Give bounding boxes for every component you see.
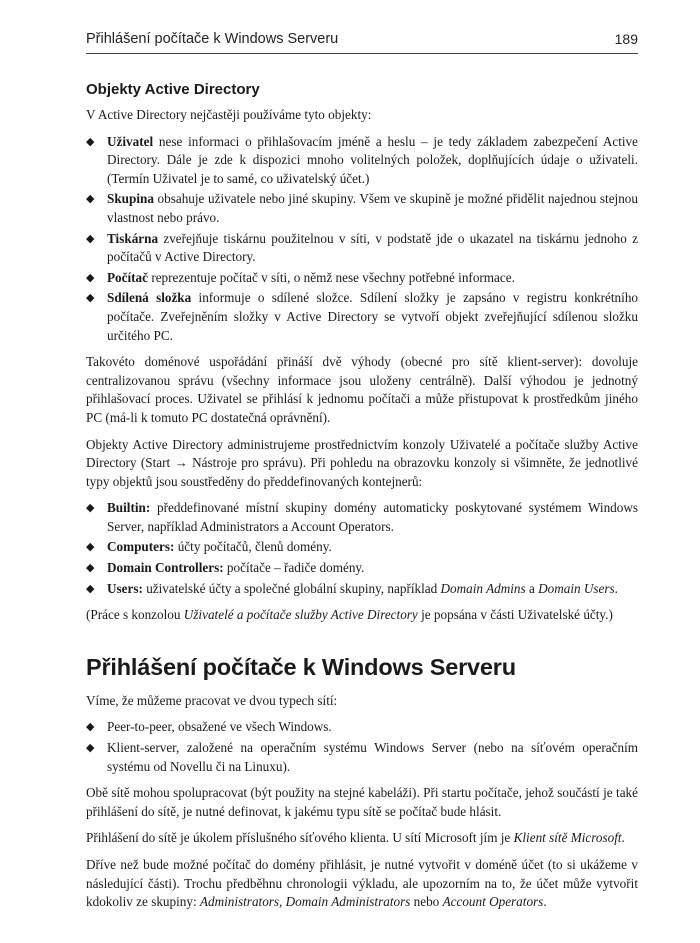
running-header-title: Přihlášení počítače k Windows Serveru xyxy=(86,31,339,47)
list-item xyxy=(86,559,638,578)
item-text: . xyxy=(614,580,618,596)
paragraph-emphasis: Klient sítě Microsoft xyxy=(513,830,622,846)
container-list xyxy=(86,499,638,598)
list-item xyxy=(86,580,638,599)
item-text: obsahuje uživatele nebo jiné skupiny. Všem ve skupině je možné přidělit najednou stejnou vlastnost nebo právo. xyxy=(107,191,638,225)
diamond-bullet-icon: ◆ xyxy=(86,742,95,755)
term: Skupina xyxy=(107,191,154,207)
list-item xyxy=(86,538,638,557)
section-heading-login: Přihlášení počítače k Windows Serveru xyxy=(86,653,516,680)
list-item xyxy=(86,499,638,536)
list-item xyxy=(86,289,638,345)
note-emphasis: Uživatelé a počítače služby Active Directory xyxy=(183,607,418,623)
paragraph-text: Přihlášení do sítě je úkolem příslušného síťového klienta. U sítí Microsoft jím je xyxy=(86,830,514,846)
list-item xyxy=(86,230,638,267)
item-text: reprezentuje počítač v síti, o němž nese všechny potřebné informace. xyxy=(148,269,515,285)
item-text: Peer-to-peer, obsažené ve všech Windows. xyxy=(107,719,332,735)
paragraph-network-types: Víme, že můžeme pracovat ve dvou typech sítí: xyxy=(86,692,338,708)
paragraph-domain-benefits: Takovéto doménové uspořádání přináší dvě výhody (obecné pro sítě klient-server): dovoluje centralizovanou správu (všechny informace jsou uloženy centrálně). Další výhodou je jednotný přihlašovací proces. Uživatel se přihlásí k jednomu počítači a může přistupovat k prostředkům jiného PC (má-li k tomuto PC dostatečná oprávnění). xyxy=(86,354,638,425)
term: Tiskárna xyxy=(107,230,159,246)
list-item xyxy=(86,739,638,776)
diamond-bullet-icon: ◆ xyxy=(86,271,95,284)
diamond-bullet-icon: ◆ xyxy=(86,562,95,575)
list-item xyxy=(86,133,638,189)
term: Domain Controllers: xyxy=(107,560,224,576)
item-text: nese informaci o přihlašovacím jméně a heslu – je tedy základem zabezpečení Active Directory. Dále je zde k dispozici mnoho volitelných položek, doplňujících údaje o uživateli. (Termín Uživatel je to samé, co uživatelský účet.) xyxy=(107,133,638,186)
paragraph-console: Objekty Active Directory administrujeme prostřednictvím konzoly Uživatelé a počítače služby Active Directory (Start → Nástroje pro správu). Při pohledu na obrazovku konzoly si všimněte, že jednotlivé typy objektů jsou soustředěny do předdefinovaných kontejnerů: xyxy=(86,436,638,489)
item-text: a xyxy=(525,580,539,596)
diamond-bullet-icon: ◆ xyxy=(86,721,95,734)
page-number: 189 xyxy=(614,31,638,47)
term: Sdílená složka xyxy=(107,290,192,306)
diamond-bullet-icon: ◆ xyxy=(86,502,95,515)
item-text: informuje o sdílené složce. Sdílení složky je zapsáno v registru konkrétního počítače. Zveřejněním složky v Active Directory se vytvoří objekt zveřejňující sdílenou složku určitého PC. xyxy=(107,290,639,343)
paragraph-text: Dříve než bude možné počítač do domény přihlásit, je nutné vytvořit v doméně účet (to si ukážeme v následující části). Trochu předběhnu chronologii výkladu, ale upozorním na to, že účet může vytvořit kdokoliv ze skupiny: xyxy=(86,857,638,910)
paragraph-cooperation: Obě sítě mohou spolupracovat (být použity na stejné kabeláži). Při startu počítače, jehož součástí je také přihlášení do sítě, je nutné definovat, k jakému typu sítě se počítač bude hlásit. xyxy=(86,785,638,819)
paragraph-intro: V Active Directory nejčastěji používáme tyto objekty: xyxy=(86,107,372,122)
list-item xyxy=(86,269,638,288)
network-list xyxy=(86,718,638,776)
list-item xyxy=(86,190,638,227)
term: Builtin: xyxy=(107,500,151,516)
term: Users: xyxy=(107,580,143,596)
paragraph-account xyxy=(86,856,638,912)
diamond-bullet-icon: ◆ xyxy=(86,582,95,595)
object-list xyxy=(86,133,638,346)
page-content xyxy=(86,80,638,920)
term: Počítač xyxy=(107,269,149,285)
item-emphasis: Domain Users xyxy=(538,580,615,596)
item-text: Klient-server, založené na operačním systému Windows Server (nebo na síťovém operačním systému od Novellu či na Linuxu). xyxy=(107,740,638,774)
term: Uživatel xyxy=(107,133,154,149)
list-item xyxy=(86,718,638,737)
item-text: předdefinované místní skupiny domény automaticky poskytované systémem Windows Server, například Administrators a Account Operators. xyxy=(107,500,638,534)
item-text: počítače – řadiče domény. xyxy=(223,560,365,576)
paragraph-text: . xyxy=(621,830,625,846)
paragraph-emphasis: Account Operators xyxy=(442,894,544,910)
diamond-bullet-icon: ◆ xyxy=(86,541,95,554)
note-text: je popsána v části Uživatelské účty.) xyxy=(417,607,613,623)
paragraph-client xyxy=(86,829,638,848)
section-heading-ad-objects: Objekty Active Directory xyxy=(86,81,260,98)
note-text: (Práce s konzolou xyxy=(86,607,184,623)
diamond-bullet-icon: ◆ xyxy=(86,135,95,148)
item-text: zveřejňuje tiskárnu použitelnou v síti, v podstatě jde o ukazatel na tiskárnu jednoho z počítačů v Active Directory. xyxy=(107,230,638,265)
diamond-bullet-icon: ◆ xyxy=(86,292,95,305)
diamond-bullet-icon: ◆ xyxy=(86,193,95,206)
running-header xyxy=(86,27,638,54)
diamond-bullet-icon: ◆ xyxy=(86,232,95,245)
item-text: účty počítačů, členů domény. xyxy=(174,539,332,555)
item-emphasis: Domain Admins xyxy=(440,580,526,596)
term: Computers: xyxy=(107,539,175,555)
paragraph-text: . xyxy=(543,894,547,910)
paragraph-emphasis: Administrators, Domain Administrators xyxy=(199,894,411,910)
paragraph-text: nebo xyxy=(410,894,443,910)
paragraph-note xyxy=(86,606,638,625)
item-text: uživatelské účty a společné globální skupiny, například xyxy=(142,580,441,596)
